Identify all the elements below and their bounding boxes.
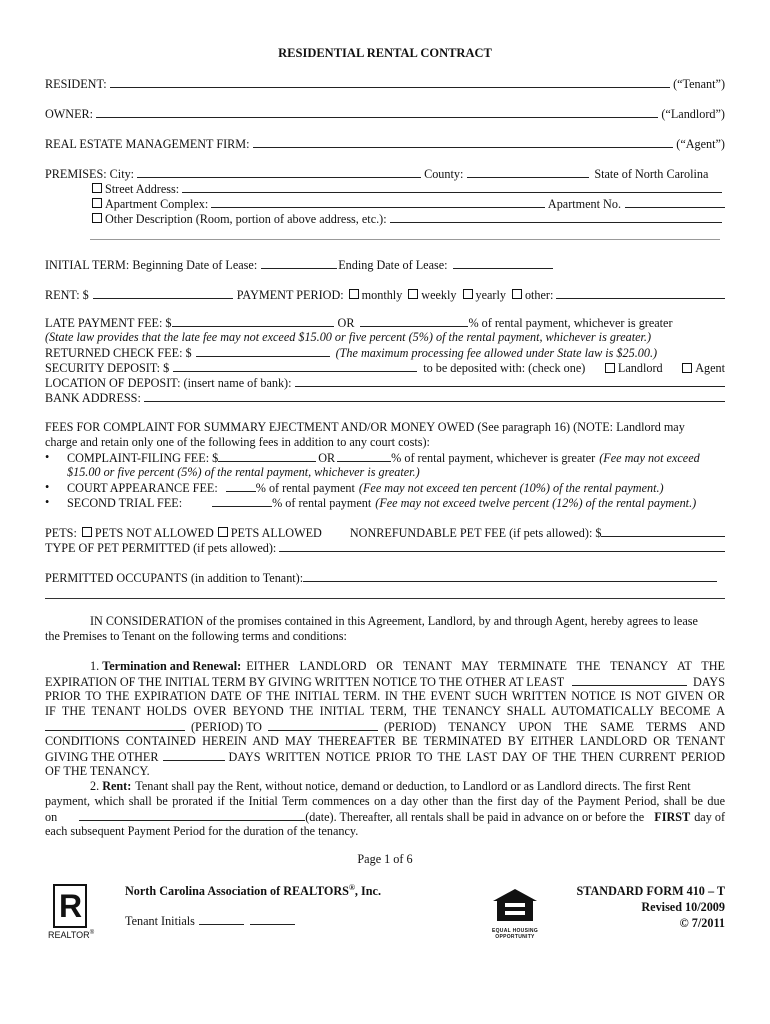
- term-begin-field[interactable]: [261, 257, 337, 269]
- page-title: RESIDENTIAL RENTAL CONTRACT: [278, 46, 492, 60]
- complaint-fee-note1: (Fee may not exceed: [599, 451, 700, 465]
- pets-allowed-label: PETS ALLOWED: [230, 526, 322, 540]
- para1-line7: [45, 749, 725, 765]
- street-label: Street Address:: [105, 182, 180, 196]
- complex-checkbox[interactable]: [92, 198, 102, 208]
- premises-label: PREMISES: City:: [45, 167, 135, 181]
- equal-housing-logo: [491, 887, 539, 940]
- yearly-label: yearly: [475, 288, 506, 302]
- deposit-location-field[interactable]: [295, 375, 726, 387]
- complaint-fee-label: COMPLAINT-FILING FEE: $: [67, 451, 219, 465]
- deposit-landlord-label: Landlord: [617, 361, 663, 375]
- consideration-line1: IN CONSIDERATION of the promises contained in this Agreement, Landlord, by and through Agent, hereby agrees to lease: [90, 614, 698, 628]
- owner-label: OWNER:: [45, 107, 94, 121]
- para1-num: 1.: [90, 659, 100, 673]
- second-trial-fee-label: SECOND TRIAL FEE:: [67, 496, 183, 510]
- para1-text5b: (PERIOD) TENANCY UPON THE SAME TERMS AND: [383, 720, 725, 734]
- written-notice-days-field[interactable]: [163, 749, 225, 761]
- monthly-checkbox[interactable]: [349, 289, 359, 299]
- other-period-checkbox[interactable]: [512, 289, 522, 299]
- para1-line5: [45, 719, 725, 735]
- para2-line3: [45, 809, 725, 825]
- rent-label: RENT: $: [45, 288, 89, 302]
- para2-num: 2.: [90, 779, 100, 793]
- occupants-label: PERMITTED OCCUPANTS (in addition to Tenant):: [45, 571, 304, 585]
- para1-text2b: DAYS: [692, 675, 725, 689]
- deposit-row: [45, 360, 725, 376]
- para2-text2: payment, which shall be prorated if the Initial Term commences on a day other than the first day of the Payment Period, shall be due: [45, 794, 725, 808]
- complaint-fee-pct-label: % of rental payment, whichever is greater: [391, 451, 596, 465]
- realtor-logo-text: REALTOR®: [48, 930, 95, 940]
- complaint-fee-amount-field[interactable]: [218, 450, 316, 462]
- occupants-field[interactable]: [303, 570, 717, 582]
- para2-text3b: (date). Thereafter, all rentals shall be paid in advance on or before the: [305, 810, 645, 824]
- late-fee-or: OR: [337, 316, 355, 330]
- para2-text1: Tenant shall pay the Rent, without notice, demand or deduction, to Landlord or as Landlord directs. The first Rent: [135, 779, 691, 793]
- other-period-label: other:: [524, 288, 554, 302]
- equal-housing-text-2: OPPORTUNITY: [495, 934, 535, 940]
- term-row: [45, 257, 725, 273]
- other-desc-field[interactable]: [390, 211, 722, 223]
- pets-not-allowed-checkbox[interactable]: [82, 527, 92, 537]
- resident-row: [45, 76, 725, 92]
- para1-text8: OF THE TENANCY.: [45, 764, 150, 778]
- deposit-location-label: LOCATION OF DEPOSIT: (insert name of bank):: [45, 376, 292, 390]
- weekly-checkbox[interactable]: [408, 289, 418, 299]
- deposit-field[interactable]: [173, 360, 417, 372]
- pet-fee-label: NONREFUNDABLE PET FEE (if pets allowed): $: [349, 526, 602, 540]
- complaint-fee-or: OR: [318, 451, 336, 465]
- deposit-label: SECURITY DEPOSIT: $: [45, 361, 170, 375]
- deposit-with-group: [423, 361, 725, 376]
- other-desc-label: Other Description (Room, portion of above address, etc.):: [105, 212, 387, 226]
- form-copyright: © 7/2011: [679, 916, 725, 930]
- consideration-line2: the Premises to Tenant on the following terms and conditions:: [45, 629, 347, 643]
- firm-field[interactable]: [253, 136, 674, 148]
- bullet-icon: •: [45, 495, 50, 509]
- deposit-agent-option: [680, 361, 725, 376]
- para1-text5a: (PERIOD) TO: [191, 720, 262, 734]
- deposit-landlord-checkbox[interactable]: [605, 363, 615, 373]
- house-icon: [491, 887, 539, 923]
- complex-field[interactable]: [211, 196, 545, 208]
- rent-field[interactable]: [93, 287, 233, 299]
- bank-address-label: BANK ADDRESS:: [45, 391, 141, 405]
- para1-text4: IF THE TENANT HOLDS OVER BEYOND THE INITIAL TERM, THE TENANCY SHALL AUTOMATICALLY BECOME A: [45, 704, 725, 718]
- pet-fee-field[interactable]: [601, 525, 725, 537]
- occupants-row: [45, 570, 725, 586]
- para2-text3c: day of: [694, 810, 725, 824]
- state-label: State of North Carolina: [594, 167, 709, 181]
- para2-text4: each subsequent Payment Period for the duration of the tenancy.: [45, 824, 359, 838]
- bank-address-row: [45, 390, 725, 406]
- weekly-label: weekly: [421, 288, 457, 302]
- returned-check-field[interactable]: [196, 345, 330, 357]
- tenant-initials-label: Tenant Initials: [125, 914, 195, 928]
- realtor-r-icon: R: [53, 884, 87, 928]
- bank-address-field[interactable]: [144, 390, 725, 402]
- deposit-location-row: [45, 375, 725, 391]
- firm-row: [45, 136, 725, 152]
- fees-intro-text2: charge and retain only one of the following fees in addition to any court costs):: [45, 435, 430, 449]
- para2-text3a: on: [45, 810, 58, 824]
- realtor-logo: [48, 884, 95, 940]
- rent-row: [45, 287, 725, 303]
- tenant-initials-field-2[interactable]: [250, 913, 295, 925]
- association-name: North Carolina Association of REALTORS®, Inc.: [125, 883, 381, 899]
- deposit-with-label: to be deposited with: (check one): [423, 361, 586, 375]
- para2-line1: [90, 779, 725, 794]
- late-fee-pct-label: % of rental payment, whichever is greater: [468, 316, 673, 330]
- late-fee-row: [45, 315, 725, 331]
- deposit-agent-checkbox[interactable]: [682, 363, 692, 373]
- para2-heading: Rent:: [102, 779, 132, 793]
- para1-text6: CONDITIONS CONTAINED HEREIN AND MAY THEREAFTER BE TERMINATED BY EITHER LANDLORD OR TENANT: [45, 734, 725, 748]
- second-trial-fee-note: (Fee may not exceed twelve percent (12%) of the rental payment.): [375, 496, 697, 510]
- bullet-icon: •: [45, 480, 50, 494]
- apt-no-label: Apartment No.: [547, 197, 621, 211]
- fees-intro-text1: FEES FOR COMPLAINT FOR SUMMARY EJECTMENT AND/OR MONEY OWED (See paragraph 16) (NOTE: Landlord may: [45, 420, 685, 434]
- term-end-label: Ending Date of Lease:: [338, 258, 448, 272]
- second-trial-fee-pct-label: % of rental payment: [272, 496, 372, 510]
- fees-intro-line1: [45, 420, 725, 435]
- returned-check-note: (The maximum processing fee allowed under State law is $25.00.): [335, 346, 658, 360]
- second-trial-fee-row: [67, 495, 725, 511]
- late-fee-label: LATE PAYMENT FEE: $: [45, 316, 172, 330]
- para1-text2a: EXPIRATION OF THE INITIAL TERM BY GIVING WRITTEN NOTICE TO THE OTHER AT LEAST: [45, 675, 565, 689]
- notice-days-field[interactable]: [572, 674, 687, 686]
- para1-heading: Termination and Renewal:: [102, 659, 242, 673]
- owner-suffix: (“Landlord”): [661, 107, 725, 121]
- pets-label: PETS:: [45, 526, 77, 540]
- renewal-period-to-field[interactable]: [268, 719, 378, 731]
- pet-type-field[interactable]: [279, 540, 725, 552]
- other-period-field[interactable]: [556, 287, 725, 299]
- court-fee-label: COURT APPEARANCE FEE:: [67, 481, 218, 495]
- complex-row: [90, 196, 725, 212]
- term-end-field[interactable]: [453, 257, 553, 269]
- pets-not-allowed-label: PETS NOT ALLOWED: [94, 526, 214, 540]
- pets-allowed-checkbox[interactable]: [218, 527, 228, 537]
- owner-row: [45, 106, 725, 122]
- other-desc-checkbox[interactable]: [92, 213, 102, 223]
- returned-check-row: [45, 345, 725, 361]
- para2-first: FIRST: [654, 810, 691, 824]
- monthly-label: monthly: [361, 288, 403, 302]
- para1-line1: [90, 659, 725, 674]
- form-identifier: [576, 883, 725, 931]
- para1-heading-group: [90, 659, 241, 674]
- yearly-checkbox[interactable]: [463, 289, 473, 299]
- city-field[interactable]: [137, 166, 421, 178]
- form-revised: Revised 10/2009: [641, 900, 725, 914]
- court-fee-pct-field[interactable]: [226, 480, 256, 492]
- form-number: STANDARD FORM 410 – T: [576, 884, 725, 898]
- payment-period-label: PAYMENT PERIOD:: [236, 288, 344, 302]
- resident-suffix: (“Tenant”): [673, 77, 725, 91]
- second-trial-fee-pct-field[interactable]: [212, 495, 272, 507]
- firm-label: REAL ESTATE MANAGEMENT FIRM:: [45, 137, 250, 151]
- para1-text7b: DAYS WRITTEN NOTICE PRIOR TO THE LAST DAY OF THE THEN CURRENT PERIOD: [228, 750, 725, 764]
- other-desc-row: [90, 211, 725, 227]
- para2-heading-group: [90, 779, 131, 794]
- complaint-fee-pct-field[interactable]: [337, 450, 391, 462]
- court-fee-pct-label: % of rental payment: [255, 481, 355, 495]
- firm-suffix: (“Agent”): [676, 137, 725, 151]
- premises-row: [45, 166, 725, 182]
- pet-type-label: TYPE OF PET PERMITTED (if pets allowed):: [45, 541, 277, 555]
- para1-text1: EITHER LANDLORD OR TENANT MAY TERMINATE THE TENANCY AT THE: [246, 659, 725, 673]
- resident-field[interactable]: [110, 76, 670, 88]
- term-begin-label: INITIAL TERM: Beginning Date of Lease:: [45, 258, 258, 272]
- complaint-fee-note2: $15.00 or five percent (5%) of the rental payment, whichever is greater.): [67, 465, 420, 479]
- tenant-initials-field-1[interactable]: [199, 913, 244, 925]
- para1-text7a: GIVING THE OTHER: [45, 750, 159, 764]
- returned-check-label: RETURNED CHECK FEE: $: [45, 346, 192, 360]
- complex-label: Apartment Complex:: [105, 197, 209, 211]
- bullet-icon: •: [45, 450, 50, 464]
- renewal-period-field[interactable]: [45, 719, 185, 731]
- complaint-fee-row: [67, 450, 725, 466]
- pets-row: [45, 525, 725, 541]
- occupants-line[interactable]: [45, 598, 725, 599]
- owner-field[interactable]: [96, 106, 658, 118]
- page-number: Page 1 of 6: [357, 852, 413, 866]
- deposit-agent-label: Agent: [695, 361, 725, 375]
- late-fee-note: (State law provides that the late fee may not exceed $15.00 or five percent (5%) of the rental payment, whichever is greater.): [45, 330, 652, 344]
- apt-no-field[interactable]: [625, 196, 725, 208]
- equal-housing-text-1: EQUAL HOUSING: [491, 928, 539, 934]
- street-field[interactable]: [182, 181, 722, 193]
- para1-text3: PRIOR TO THE EXPIRATION DATE OF THE INITIAL TERM. IN THE EVENT SUCH WRITTEN NOTICE IS NOT GIVEN OR: [45, 689, 725, 703]
- resident-label: RESIDENT:: [45, 77, 107, 91]
- court-fee-note: (Fee may not exceed ten percent (10%) of the rental payment.): [358, 481, 664, 495]
- county-label: County:: [424, 167, 464, 181]
- first-rent-date-field[interactable]: [79, 809, 305, 821]
- tenant-initials-row: [125, 913, 295, 929]
- para1-line2: [45, 674, 725, 690]
- late-fee-amount-field[interactable]: [172, 315, 334, 327]
- county-field[interactable]: [467, 166, 589, 178]
- other-desc-line[interactable]: [90, 239, 720, 240]
- street-checkbox[interactable]: [92, 183, 102, 193]
- pet-type-row: [45, 540, 725, 556]
- late-fee-pct-field[interactable]: [360, 315, 468, 327]
- court-fee-row: [67, 480, 725, 496]
- deposit-landlord-option: [603, 361, 663, 376]
- street-row: [90, 181, 725, 197]
